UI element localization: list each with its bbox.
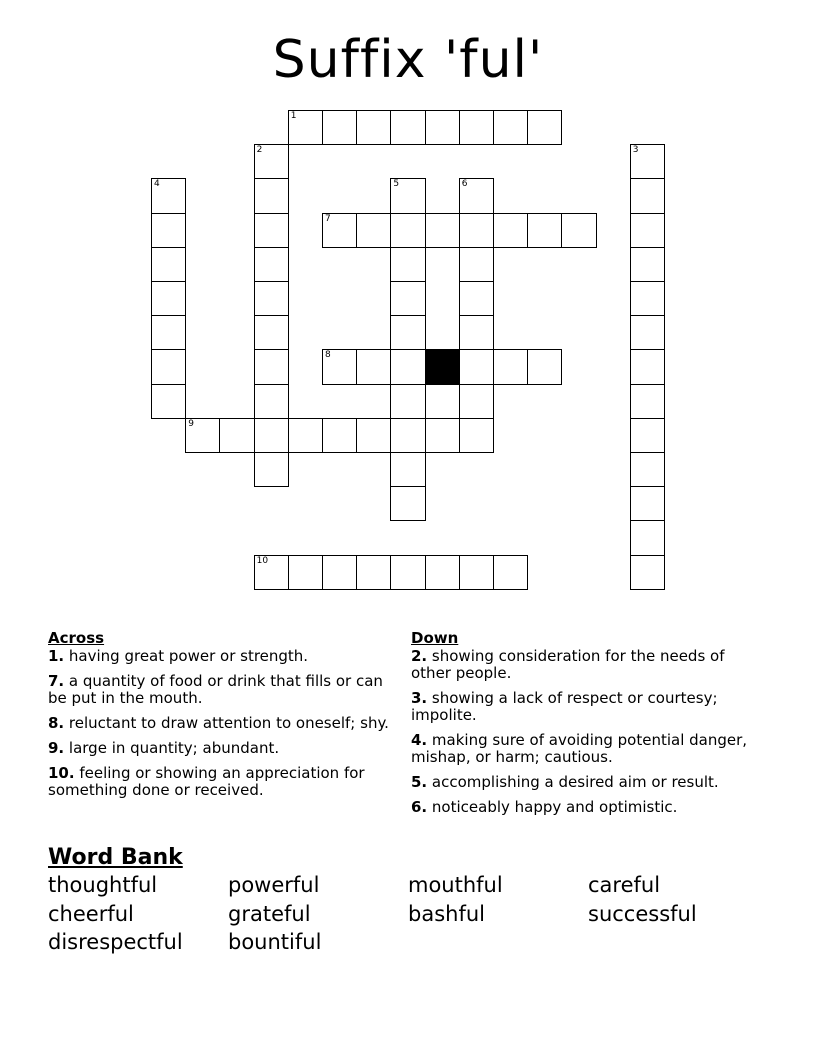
clue-number-label: 3 bbox=[632, 145, 639, 156]
clue-number-label: 9 bbox=[188, 418, 194, 429]
grid-cell[interactable] bbox=[390, 281, 425, 316]
clue-number: 8. bbox=[48, 714, 65, 732]
clue-text: showing consideration for the needs of other people. bbox=[411, 647, 725, 682]
grid-cell[interactable] bbox=[630, 315, 665, 350]
puzzle-title: Suffix 'ful' bbox=[272, 30, 544, 90]
word-bank-word: grateful bbox=[228, 902, 311, 926]
down-clues bbox=[411, 630, 761, 824]
clue-number: 6. bbox=[411, 798, 428, 816]
grid-cell[interactable] bbox=[459, 178, 494, 213]
word-bank-word: powerful bbox=[228, 873, 320, 897]
word-bank-word: mouthful bbox=[408, 873, 503, 897]
grid-cell[interactable] bbox=[561, 213, 596, 248]
grid-cell[interactable] bbox=[390, 247, 425, 282]
blocked-cell bbox=[425, 349, 460, 384]
grid-cell[interactable] bbox=[459, 213, 494, 248]
grid-cell[interactable] bbox=[630, 281, 665, 316]
grid-cell[interactable] bbox=[151, 349, 186, 384]
grid-cell[interactable] bbox=[390, 418, 425, 453]
grid-cell[interactable] bbox=[356, 110, 391, 145]
clue-number-label: 4 bbox=[154, 179, 160, 190]
grid-cell[interactable] bbox=[288, 555, 323, 590]
grid-cell[interactable] bbox=[254, 281, 289, 316]
grid-cell[interactable] bbox=[527, 110, 562, 145]
down-heading: Down bbox=[411, 629, 459, 647]
grid-cell[interactable] bbox=[425, 418, 460, 453]
clue-number: 10. bbox=[48, 764, 75, 782]
grid-cell[interactable] bbox=[459, 555, 494, 590]
grid-cell[interactable] bbox=[322, 110, 357, 145]
clue-number-label: 1 bbox=[290, 111, 297, 121]
grid-cell[interactable] bbox=[459, 315, 494, 350]
grid-cell[interactable] bbox=[493, 110, 528, 145]
grid-cell[interactable] bbox=[254, 418, 289, 453]
clue-number-label: 5 bbox=[393, 179, 400, 190]
grid-cell[interactable] bbox=[493, 555, 528, 590]
across-clue-8 bbox=[48, 715, 398, 732]
grid-cell[interactable] bbox=[630, 349, 665, 384]
grid-cell[interactable] bbox=[322, 418, 357, 453]
grid-cell[interactable] bbox=[219, 418, 254, 453]
word-bank-word: cheerful bbox=[48, 902, 134, 926]
grid-cell[interactable] bbox=[425, 110, 460, 145]
clue-text: noticeably happy and optimistic. bbox=[431, 798, 678, 816]
grid-cell[interactable] bbox=[254, 555, 289, 590]
grid-cell[interactable] bbox=[390, 178, 425, 213]
clue-number: 9. bbox=[48, 739, 65, 757]
grid-cell[interactable] bbox=[254, 452, 289, 487]
grid-cell[interactable] bbox=[356, 213, 391, 248]
clue-number: 5. bbox=[411, 773, 428, 791]
grid-cell[interactable] bbox=[254, 213, 289, 248]
clue-number-label: 8 bbox=[325, 350, 331, 361]
grid-cell[interactable] bbox=[151, 384, 186, 419]
clue-text: showing a lack of respect or courtesy; impolite. bbox=[411, 689, 718, 724]
across-clue-10 bbox=[48, 765, 398, 799]
clue-number: 4. bbox=[411, 731, 428, 749]
grid-cell[interactable] bbox=[493, 349, 528, 384]
down-clue-2 bbox=[411, 648, 761, 682]
word-bank-word: bountiful bbox=[228, 930, 322, 954]
grid-cell[interactable] bbox=[151, 247, 186, 282]
grid-cell[interactable] bbox=[390, 555, 425, 590]
grid-cell[interactable] bbox=[630, 418, 665, 453]
clue-text: a quantity of food or drink that fills or can be put in the mouth. bbox=[48, 672, 383, 707]
grid-cell[interactable] bbox=[630, 520, 665, 555]
grid-cell[interactable] bbox=[322, 213, 357, 248]
grid-cell[interactable] bbox=[630, 213, 665, 248]
clue-number-label: 10 bbox=[256, 555, 269, 566]
grid-cell[interactable] bbox=[459, 247, 494, 282]
grid-cell[interactable] bbox=[390, 486, 425, 521]
across-clue-9 bbox=[48, 740, 398, 757]
grid-cell[interactable] bbox=[459, 349, 494, 384]
grid-cell[interactable] bbox=[390, 452, 425, 487]
grid-cell[interactable] bbox=[630, 452, 665, 487]
grid-cell[interactable] bbox=[254, 315, 289, 350]
word-bank-word: thoughtful bbox=[48, 873, 158, 897]
grid-cell[interactable] bbox=[459, 384, 494, 419]
grid-cell[interactable] bbox=[390, 315, 425, 350]
word-bank-word: disrespectful bbox=[48, 930, 183, 954]
clue-number: 7. bbox=[48, 672, 65, 690]
clue-text: reluctant to draw attention to oneself; shy. bbox=[68, 714, 389, 732]
down-clue-5 bbox=[411, 774, 761, 791]
grid-cell[interactable] bbox=[630, 178, 665, 213]
grid-cell[interactable] bbox=[630, 555, 665, 590]
grid-cell[interactable] bbox=[459, 418, 494, 453]
clue-number: 2. bbox=[411, 647, 428, 665]
grid-cell[interactable] bbox=[390, 213, 425, 248]
grid-cell[interactable] bbox=[630, 247, 665, 282]
grid-cell[interactable] bbox=[425, 555, 460, 590]
grid-cell[interactable] bbox=[288, 418, 323, 453]
grid-cell[interactable] bbox=[151, 178, 186, 213]
grid-cell[interactable] bbox=[151, 281, 186, 316]
down-clue-6 bbox=[411, 799, 761, 816]
across-heading: Across bbox=[48, 629, 105, 647]
grid-cell[interactable] bbox=[151, 315, 186, 350]
clue-text: large in quantity; abundant. bbox=[68, 739, 280, 757]
clue-number: 3. bbox=[411, 689, 428, 707]
grid-cell[interactable] bbox=[322, 555, 357, 590]
across-clue-7 bbox=[48, 673, 398, 707]
clue-text: feeling or showing an appreciation for something done or received. bbox=[48, 764, 365, 799]
down-clue-4 bbox=[411, 732, 761, 766]
clue-number-label: 7 bbox=[325, 213, 331, 224]
clue-number: 1. bbox=[48, 647, 65, 665]
grid-cell[interactable] bbox=[254, 144, 289, 179]
word-bank-word: careful bbox=[588, 873, 661, 897]
grid-cell[interactable] bbox=[254, 178, 289, 213]
across-clues bbox=[48, 630, 398, 807]
clue-text: having great power or strength. bbox=[68, 647, 309, 665]
grid-cell[interactable] bbox=[493, 213, 528, 248]
clue-text: accomplishing a desired aim or result. bbox=[431, 773, 719, 791]
grid-cell[interactable] bbox=[630, 144, 665, 179]
grid-cell[interactable] bbox=[254, 384, 289, 419]
grid-cell[interactable] bbox=[390, 110, 425, 145]
grid-cell[interactable] bbox=[288, 110, 323, 145]
grid-cell[interactable] bbox=[459, 110, 494, 145]
down-clue-3 bbox=[411, 690, 761, 724]
word-bank-word: bashful bbox=[408, 902, 485, 926]
across-clue-1 bbox=[48, 648, 398, 665]
grid-cell[interactable] bbox=[356, 418, 391, 453]
grid-cell[interactable] bbox=[185, 418, 220, 453]
grid-cell[interactable] bbox=[322, 349, 357, 384]
grid-cell[interactable] bbox=[254, 247, 289, 282]
grid-cell[interactable] bbox=[390, 349, 425, 384]
grid-cell[interactable] bbox=[459, 281, 494, 316]
grid-cell[interactable] bbox=[356, 555, 391, 590]
clue-text: making sure of avoiding potential danger, mishap, or harm; cautious. bbox=[411, 731, 748, 766]
grid-cell[interactable] bbox=[425, 213, 460, 248]
clue-number-label: 2 bbox=[256, 145, 263, 156]
grid-cell[interactable] bbox=[390, 384, 425, 419]
grid-cell[interactable] bbox=[630, 384, 665, 419]
grid-cell[interactable] bbox=[254, 349, 289, 384]
grid-cell[interactable] bbox=[151, 213, 186, 248]
grid-cell[interactable] bbox=[630, 486, 665, 521]
word-bank-heading: Word Bank bbox=[48, 845, 183, 870]
grid-cell[interactable] bbox=[527, 349, 562, 384]
word-bank-word: successful bbox=[588, 902, 697, 926]
grid-cell[interactable] bbox=[527, 213, 562, 248]
grid-cell[interactable] bbox=[356, 349, 391, 384]
clue-number-label: 6 bbox=[461, 179, 468, 190]
